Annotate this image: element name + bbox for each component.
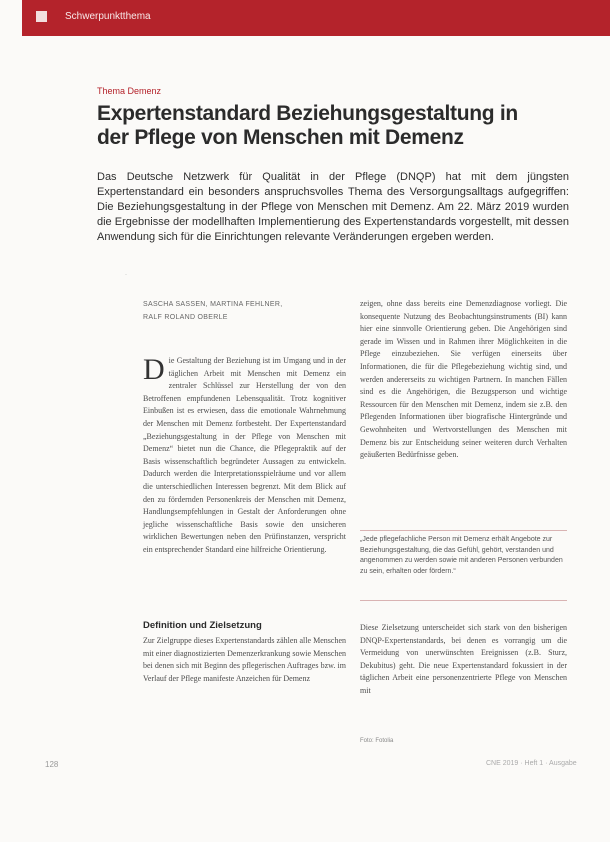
body-text-1: ie Gestaltung der Beziehung ist im Umgang und in der täglichen Arbeit mit Menschen mit Demenz ein zentraler Schlüssel zur Herstellung der von den Betroffenen empfundenen Lebensqualität. Trotz kognitiver Einbußen ist es erwiesen, dass die emotionale Wahrnehmung der Menschen mit Demenz fortbesteht. Der Expertenstandard „Beziehungsgestaltung in der Pflege von Menschen mit Demenz“ bietet nun die Chance, die Pflegepraktik auf der Basis wissenschaftlich begründeter Aussagen zu entwickeln. Dadurch werden die Interpretationsspielräume und vor allem die unterschiedlichen Interessen begrenzt. Mit dem Blick auf den zu fördernden Personenkreis der Menschen mit Demenz, Handlungsempfehlungen in Gestalt der Anforderungen ohne jegliche wissenschaftliche Basis sowie den unsicheren wirklichen Bewertungen neben den Prüfinstanzen, verspricht ein entsprechender Standard eine hilfreiche Orientierung. bbox=[143, 356, 346, 554]
quote-rule-top bbox=[360, 530, 567, 531]
article-lead: Das Deutsche Netzwerk für Qualität in der Pflege (DNQP) hat mit dem jüngsten Expertenstandard ein besonders anspruchsvolles Thema des Versorgungsalltags aufgegriffen: Die Beziehungsgestaltung in der Pflege von Menschen mit Demenz. Am 22. März 2019 wurden die Ergebnisse der modellhaften Implementierung des Expertenstandards vorgestellt, mit dessen Anwendung sich für die Einrichtungen relevante Veränderungen ergeben werden. bbox=[97, 171, 569, 243]
drop-cap: D bbox=[143, 353, 165, 386]
body-column-1b: Zur Zielgruppe dieses Expertenstandards zählen alle Menschen mit einer diagnostizierten Demenzerkrankung sowie Menschen bei denen sich mit Beginn des pflegerischen Auftrages bzw. im Verlauf der Pflege manifeste Anzeichen für Demenz bbox=[143, 636, 346, 683]
pull-quote: „Jede pflegefachliche Person mit Demenz erhält Angebote zur Beziehungsgestaltung, die das Gefühl, gehört, verstanden und angenommen zu werden sowie mit anderen Personen verbunden zu sein, erhalten oder fördern.“ bbox=[360, 536, 563, 575]
page-number: 128 bbox=[45, 760, 59, 769]
quote-rule-bottom bbox=[360, 600, 567, 601]
body-column-2: zeigen, ohne dass bereits eine Demenzdiagnose vorliegt. Die konsequente Nutzung des Beobachtungsinstruments (BI) kann hier eine sinnvolle Orientierung geben. Die Angehörigen sind gerade im Wissen und in Rahmen ihrer Möglichkeiten in die Pflege einzubeziehen. Sie verfügen einerseits über Informationen, die für die Pflegebeziehung wichtig sind, und werden andererseits zu wichtigen Partnern. In manchen Fällen sind es die Angehörigen, die Bezugsperson und wichtige Ressourcen für den Menschen mit Demenz, indem sie z.B. den Pflegenden Informationen über biografische Hintergründe und Gewohnheiten und Wertvorstellungen des Menschen mit Demenz bis zur Entscheidung seiner weiteren durch Verhalten geäußerten Bedürfnisse geben. bbox=[360, 299, 567, 460]
authors-line-2: RALF ROLAND OBERLE bbox=[143, 314, 228, 321]
margin-mark: · bbox=[125, 272, 127, 278]
body-column-1 bbox=[143, 355, 346, 557]
article-kicker: Thema Demenz bbox=[97, 86, 162, 96]
section-heading: Definition und Zielsetzung bbox=[143, 620, 262, 631]
section-square-icon bbox=[36, 11, 47, 22]
authors-line-1: SASCHA SASSEN, MARTINA FEHLNER, bbox=[143, 301, 283, 308]
section-header-bar bbox=[22, 0, 610, 36]
article-authors bbox=[143, 298, 282, 324]
footer-text: CNE 2019 · Heft 1 · Ausgabe bbox=[486, 760, 577, 767]
section-label: Schwerpunktthema bbox=[65, 11, 151, 22]
body-column-3: Diese Zielsetzung unterscheidet sich stark von den bisherigen DNQP-Expertenstandards, bei denen es vorrangig um die Vermeidung von unerwünschten Ereignissen (z.B. Sturz, Dekubitus) geht. Die neue Expertenstandard fokussiert in der täglichen Arbeit eine personenzentrierte Pflege von Menschen mit bbox=[360, 623, 567, 695]
article-title: Expertenstandard Beziehungsgestaltung in der Pflege von Menschen mit Demenz bbox=[97, 102, 518, 149]
photo-credit: Foto: Fotolia bbox=[360, 738, 394, 744]
